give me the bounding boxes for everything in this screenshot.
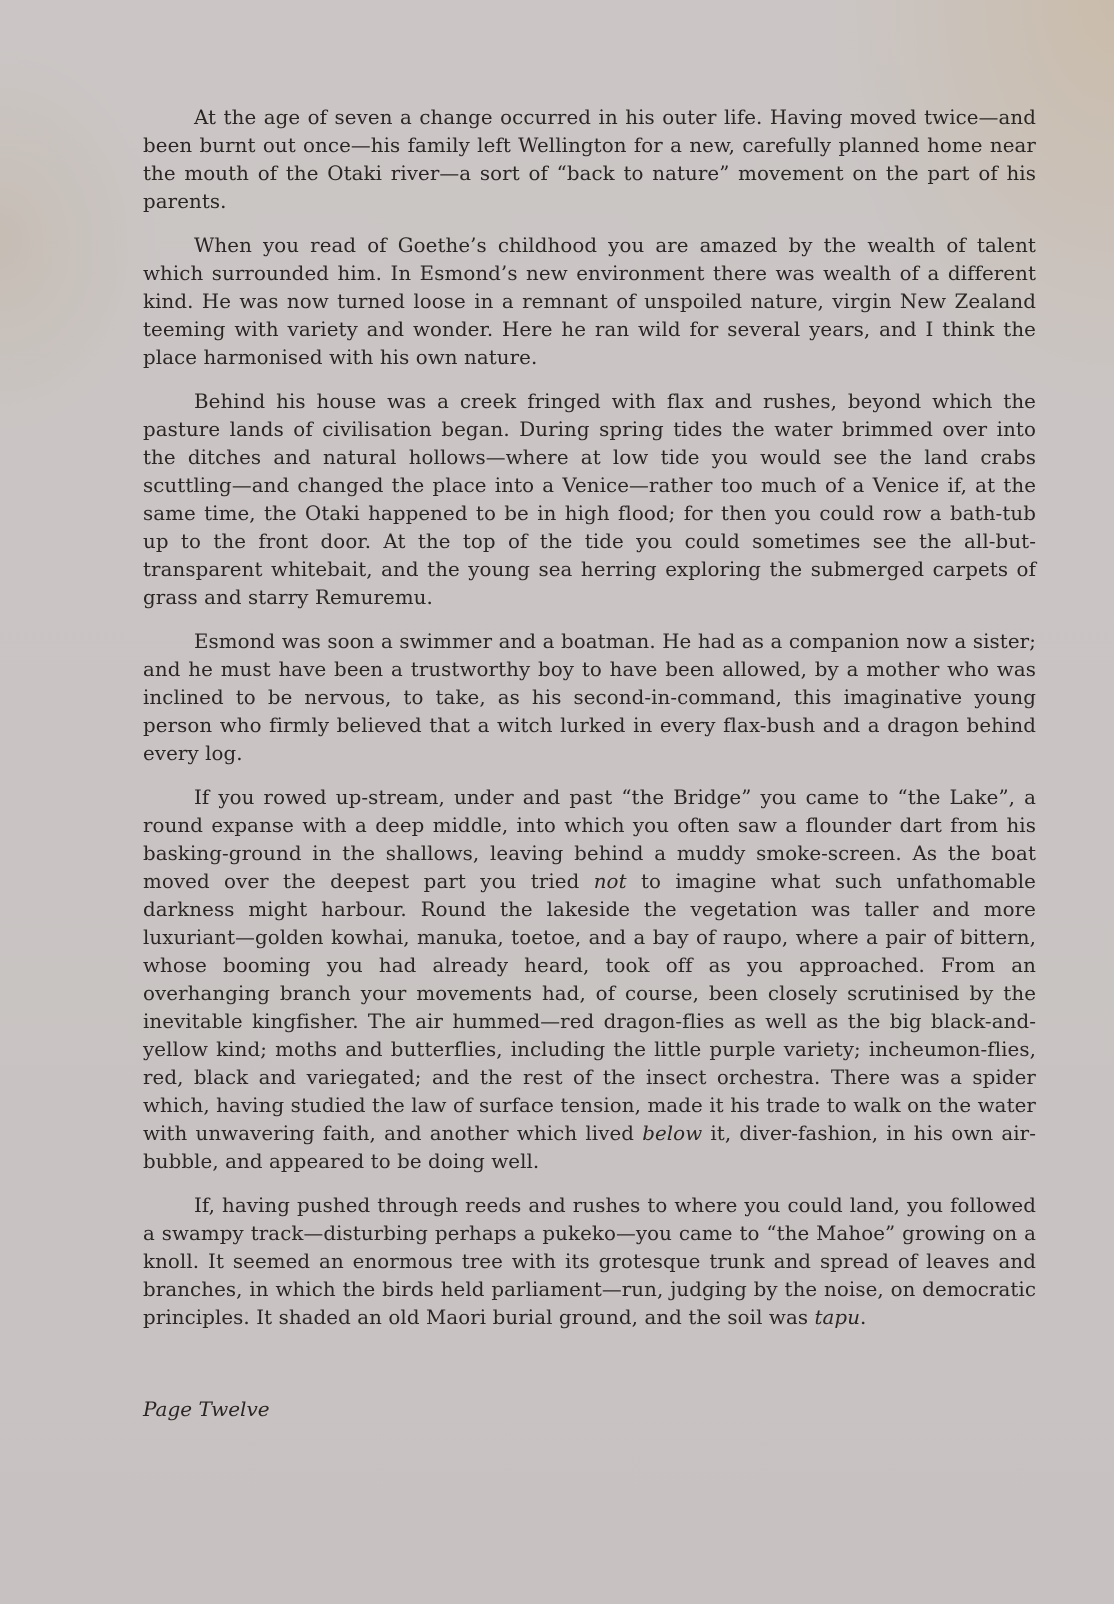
paragraph-6 [143,1192,1036,1332]
paragraph-5-text-a: If you rowed up-stream, under and past “the Bridge” you came to “the Lake”, a round expanse with a deep middle, into which you often saw a flounder dart from his basking-ground in the shallows, leaving behind a muddy smoke-screen. As the boat moved over the deepest part you tried [143,786,1036,893]
paragraph-5-text-c: it, diver-fashion, in his own air-bubble, and appeared to be doing well. [143,1122,1036,1173]
paragraph-1: At the age of seven a change occurred in his outer life. Having moved twice—and been burnt out once—his family left Wellington for a new, carefully planned home near the mouth of the Otaki river—a sort of “back to nature” movement on the part of his parents. [143,106,1036,213]
paragraph-6-text-b: . [860,1306,867,1329]
paragraph-6-emphasis-tapu: tapu [814,1306,861,1329]
body-text [143,104,1036,1348]
paragraph-4: Esmond was soon a swimmer and a boatman. He had as a companion now a sister; and he must have been a trustworthy boy to have been allowed, by a mother who was inclined to be nervous, to take, as his second-in-command, this imaginative young person who firmly believed that a witch lurked in every flax-bush and a dragon behind every log. [143,630,1036,765]
paragraph-5-text-b: to imagine what such unfathomable darkness might harbour. Round the lakeside the vegetation was taller and more luxuriant—golden kowhai, manuka, toetoe, and a bay of raupo, where a pair of bittern, whose booming you had already heard, took off as you approached. From an overhanging branch your movements had, of course, been closely scrutinised by the inevitable kingfisher. The air hummed—red dragon-flies as well as the big black-and-yellow kind; moths and butterflies, including the little purple variety; incheumon-flies, red, black and variegated; and the rest of the insect orchestra. There was a spider which, having studied the law of surface tension, made it his trade to walk on the water with unwavering faith, and another which lived [143,870,1036,1145]
page-number-footer: Page Twelve [143,1397,270,1421]
paragraph-3: Behind his house was a creek fringed with flax and rushes, beyond which the pasture lands of civilisation began. During spring tides the water brimmed over into the ditches and natural hollows—where at low tide you would see the land crabs scuttling—and changed the place into a Venice—rather too much of a Venice if, at the same time, the Otaki happened to be in high flood; for then you could row a bath-tub up to the front door. At the top of the tide you could sometimes see the all-but-transparent whitebait, and the young sea herring exploring the submerged carpets of grass and starry Remuremu. [143,390,1036,609]
paragraph-6-text-a: If, having pushed through reeds and rushes to where you could land, you followed a swampy track—disturbing perhaps a pukeko—you came to “the Mahoe” growing on a knoll. It seemed an enormous tree with its grotesque trunk and spread of leaves and branches, in which the birds held parliament—run, judging by the noise, on democratic principles. It shaded an old Maori burial ground, and the soil was [143,1194,1036,1329]
paragraph-5 [143,784,1036,1176]
paragraph-2: When you read of Goethe’s childhood you are amazed by the wealth of talent which surrounded him. In Esmond’s new environment there was wealth of a different kind. He was now turned loose in a remnant of unspoiled nature, virgin New Zealand teeming with variety and wonder. Here he ran wild for several years, and I think the place harmonised with his own nature. [143,234,1036,369]
paragraph-5-emphasis-not: not [593,870,627,893]
paragraph-5-emphasis-below: below [642,1122,703,1145]
